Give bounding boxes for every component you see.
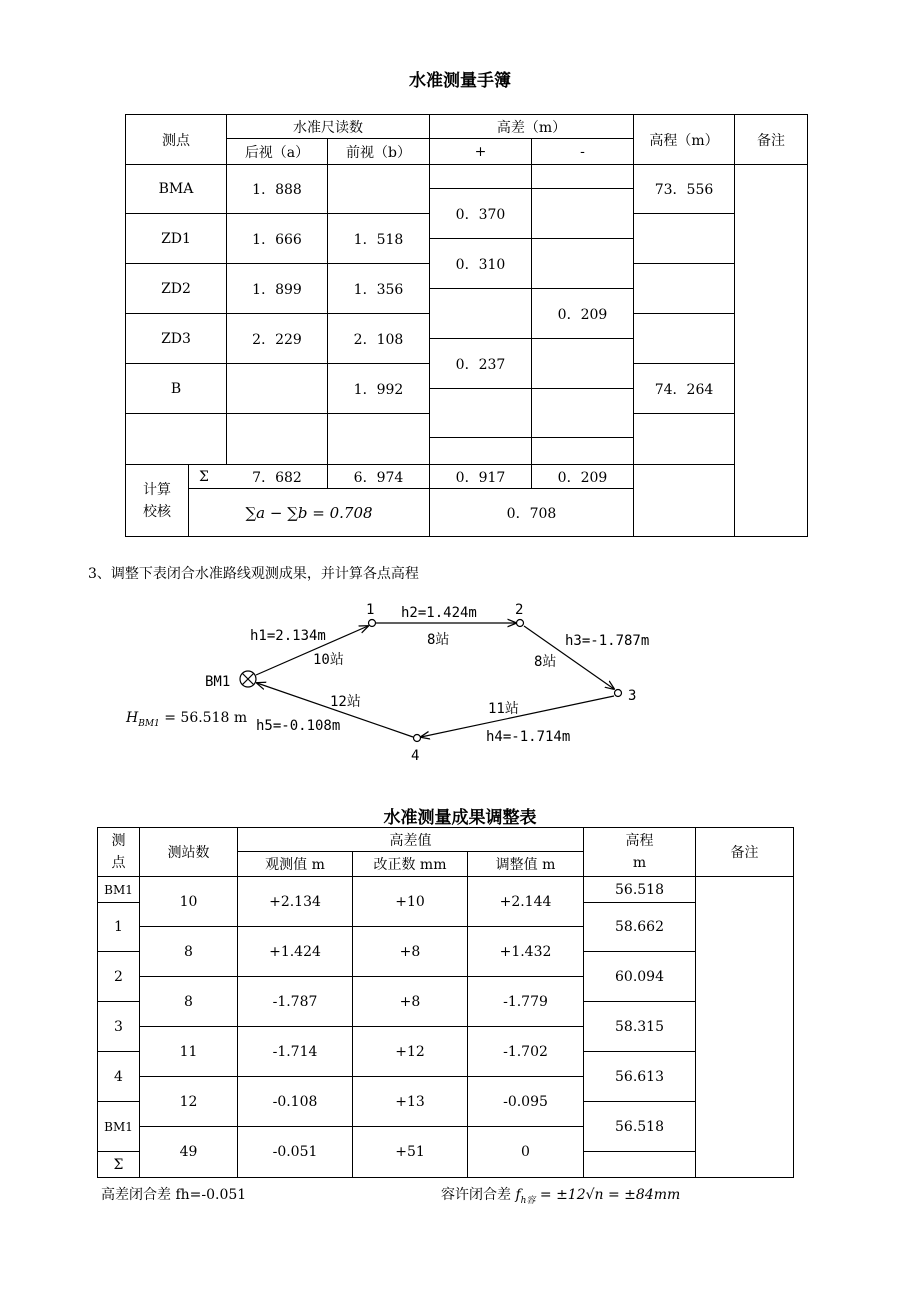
label-h5: h5=-0.108m <box>256 718 341 734</box>
t2-h-point-1: 测 <box>111 833 126 849</box>
t1-station: ZD1 <box>161 230 191 247</box>
label-point-3: 3 <box>628 688 637 704</box>
t2-stations-total: 49 <box>179 1144 198 1160</box>
t2-adjusted: -1.702 <box>503 1043 548 1060</box>
t2-point: BM1 <box>104 882 133 897</box>
t2-h-observed: 观测值 m <box>265 857 325 873</box>
t2-correction: +8 <box>399 993 421 1010</box>
known-h: H <box>126 710 139 726</box>
t1-sum-symbol: Σ <box>199 468 209 485</box>
t1-foresight: 1．992 <box>353 381 404 398</box>
label-h2: h2=1.424m <box>401 605 477 621</box>
t1-check-label-2: 校核 <box>143 503 171 520</box>
known-sub: BM1 <box>138 718 160 729</box>
t1-h-elevation: 高程（m） <box>649 132 719 149</box>
t1-station: ZD2 <box>161 280 191 297</box>
t2-adjusted: +2.144 <box>499 893 552 910</box>
t2-h-point-2: 点 <box>111 855 126 871</box>
label-bm1: BM1 <box>205 674 231 690</box>
t2-correction-total: +51 <box>395 1144 425 1160</box>
label-h4: h4=-1.714m <box>486 729 571 745</box>
t1-h-backsight: 后视（a） <box>244 144 310 161</box>
t2-observed-total: -0.051 <box>272 1144 318 1160</box>
problem-text: 3、调整下表闭合水准路线观测成果，并计算各点高程 <box>88 566 419 582</box>
closure-error: 高差闭合差 fh=-0.051 <box>101 1187 247 1203</box>
t1-elevation: 73．556 <box>654 182 714 198</box>
t2-stations: 11 <box>179 1043 198 1060</box>
t2-h-adjusted: 调整值 m <box>495 857 556 873</box>
t1-h-plus: + <box>474 143 487 160</box>
t2-h-correction: 改正数 mm <box>373 857 447 873</box>
t2-stations: 10 <box>179 893 198 910</box>
t2-stations: 8 <box>184 993 193 1010</box>
t1-foresight: 1．518 <box>353 231 404 248</box>
label-s3: 8站 <box>534 654 557 670</box>
t1-station: B <box>170 380 182 397</box>
t1-minus: 0．209 <box>557 306 608 323</box>
t1-station: BMA <box>158 181 194 197</box>
t2-stations: 12 <box>179 1093 198 1110</box>
t2-elevation: 56.518 <box>615 1118 664 1135</box>
t2-point: 4 <box>114 1068 123 1085</box>
t2-point: Σ <box>113 1156 124 1173</box>
t2-h-point <box>98 828 139 876</box>
t1-check-label-1: 计算 <box>143 481 171 498</box>
t2-observed: +1.424 <box>269 943 321 960</box>
t1-sum-backsight: 7．682 <box>252 469 302 486</box>
t1-foresight: 2．108 <box>353 331 404 348</box>
allowable-label: 容许闭合差 <box>441 1187 511 1203</box>
t2-observed: -0.108 <box>272 1093 318 1110</box>
t2-point: BM1 <box>104 1119 133 1134</box>
t1-station: ZD3 <box>161 330 191 347</box>
label-s5: 12站 <box>330 694 361 710</box>
t1-check-formula: ∑a − ∑b = 0.708 <box>245 503 373 522</box>
t1-plus: 0．310 <box>455 256 506 273</box>
t2-elevation: 58.315 <box>615 1018 664 1035</box>
t2-observed: +2.134 <box>269 893 321 910</box>
t2-correction: +10 <box>395 893 425 910</box>
t2-h-elev-1: 高程 <box>625 833 654 849</box>
t1-check-result: 0．708 <box>506 505 557 522</box>
allowable-f: f <box>515 1187 521 1203</box>
label-h3: h3=-1.787m <box>565 633 650 649</box>
t2-observed: -1.714 <box>272 1043 318 1060</box>
table1-title: 水准测量手簿 <box>409 70 511 91</box>
label-s1: 10站 <box>313 652 344 668</box>
t1-backsight: 1．899 <box>252 281 302 298</box>
t1-plus: 0．237 <box>455 356 506 373</box>
t1-sum-foresight: 6．974 <box>353 469 404 486</box>
t2-elevation: 56.613 <box>615 1068 664 1085</box>
t1-sum-minus: 0．209 <box>557 469 608 486</box>
label-point-2: 2 <box>515 602 524 618</box>
t2-stations: 8 <box>184 943 193 960</box>
t1-h-remark: 备注 <box>757 132 785 149</box>
t1-foresight: 1．356 <box>353 281 404 298</box>
t1-plus: 0．370 <box>455 206 506 223</box>
allowable-sub: h容 <box>520 1195 536 1206</box>
t2-correction: +12 <box>395 1043 425 1060</box>
t2-h-elevation <box>584 828 695 876</box>
t1-backsight: 1．666 <box>252 231 302 248</box>
t2-point: 2 <box>114 968 123 985</box>
allowable-error <box>441 1184 680 1206</box>
t2-h-elev-2: m <box>632 855 647 871</box>
t2-h-remark: 备注 <box>730 845 759 861</box>
t1-h-rod-reading: 水准尺读数 <box>293 119 363 136</box>
t2-correction: +8 <box>399 943 421 960</box>
t2-correction: +13 <box>395 1093 425 1110</box>
label-s4: 11站 <box>488 701 519 717</box>
t2-adjusted-total: 0 <box>521 1144 530 1160</box>
t2-elevation: 58.662 <box>615 919 664 935</box>
t2-observed: -1.787 <box>272 993 318 1010</box>
t1-elevation: 74．264 <box>654 381 714 398</box>
t1-backsight: 1．888 <box>252 182 302 198</box>
label-s2: 8站 <box>427 632 450 648</box>
label-h1: h1=2.134m <box>250 628 326 644</box>
t1-h-minus: - <box>580 143 585 160</box>
t2-point: 1 <box>114 919 123 935</box>
t2-elevation: 60.094 <box>615 968 664 985</box>
t2-adjusted: -0.095 <box>503 1093 548 1110</box>
label-point-4: 4 <box>411 748 420 764</box>
known-value: = 56.518 m <box>159 710 248 726</box>
t2-elevation: 56.518 <box>615 881 664 898</box>
t1-h-foresight: 前视（b） <box>346 144 411 161</box>
t1-sum-plus: 0．917 <box>455 469 506 486</box>
t2-point: 3 <box>114 1018 123 1035</box>
label-point-1: 1 <box>366 602 375 618</box>
allowable-expr: = ±12√n = ±84mm <box>535 1187 681 1203</box>
t2-adjusted: -1.779 <box>503 993 548 1010</box>
t1-backsight: 2．229 <box>252 331 302 348</box>
t2-h-stations: 测站数 <box>167 845 210 861</box>
t1-h-station: 测点 <box>162 132 190 149</box>
table2-title: 水准测量成果调整表 <box>383 807 537 828</box>
t2-h-height-diff: 高差值 <box>389 832 432 849</box>
t1-h-height-diff: 高差（m） <box>496 119 567 136</box>
t2-adjusted: +1.432 <box>499 943 552 960</box>
